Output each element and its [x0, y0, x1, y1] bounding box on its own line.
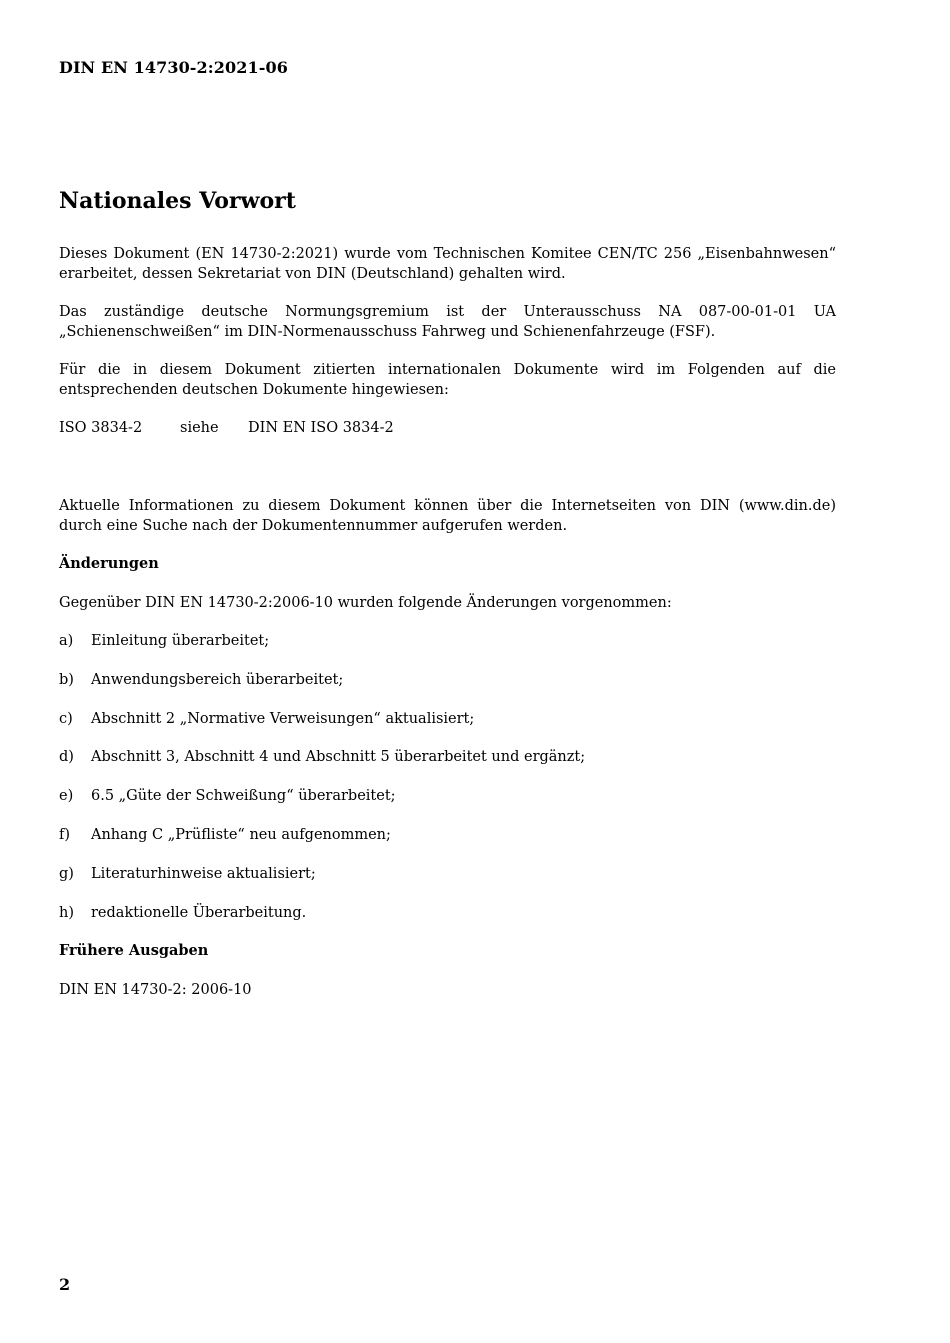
list-item-marker: a): [59, 633, 74, 649]
reference-row: [59, 418, 836, 438]
foreword-content: [59, 186, 836, 1018]
page-title: Nationales Vorwort: [59, 188, 296, 214]
list-item-marker: b): [59, 671, 74, 688]
previous-editions-heading: Frühere Ausgaben: [59, 941, 209, 959]
paragraph-standards-body: Das zuständige deutsche Normungsgremium ist der Unterausschuss NA 087-00-01-01 UA „Schienenschweißen“ im DIN-Normenausschuss Fahrweg und Schienenfahrzeuge (FSF).: [59, 304, 836, 340]
list-item: [59, 786, 836, 806]
changes-heading: Änderungen: [59, 555, 159, 572]
list-item: [59, 631, 836, 651]
list-item-text: 6.5 „Güte der Schweißung“ überarbeitet;: [91, 788, 396, 805]
list-item-text: Abschnitt 2 „Normative Verweisungen“ aktualisiert;: [91, 710, 475, 727]
page-number: 2: [59, 1275, 71, 1294]
list-item: [59, 709, 836, 729]
document-id-header: DIN EN 14730-2:2021-06: [59, 58, 288, 77]
list-item-marker: f): [59, 826, 71, 843]
list-item: [59, 864, 836, 884]
reference-international: ISO 3834-2: [59, 420, 143, 436]
paragraph-references-intro: Für die in diesem Dokument zitierten internationalen Dokumente wird im Folgenden auf die entsprechenden deutschen Dokumente hingewiesen:: [59, 362, 836, 398]
changes-intro: Gegenüber DIN EN 14730-2:2006-10 wurden folgende Änderungen vorgenommen:: [59, 595, 672, 611]
list-item-text: Einleitung überarbeitet;: [91, 633, 270, 649]
reference-relation: siehe: [180, 420, 219, 436]
list-item-text: Anhang C „Prüfliste“ neu aufgenommen;: [91, 826, 391, 843]
list-item: [59, 747, 836, 767]
previous-editions-text: DIN EN 14730-2: 2006-10: [59, 981, 252, 998]
list-item-text: Literaturhinweise aktualisiert;: [91, 865, 316, 882]
list-item: [59, 825, 836, 845]
changes-list: [59, 631, 836, 923]
list-item-marker: h): [59, 904, 74, 921]
list-item-text: redaktionelle Überarbeitung.: [91, 904, 307, 921]
list-item-marker: d): [59, 749, 74, 766]
list-item: [59, 903, 836, 923]
list-item-text: Anwendungsbereich überarbeitet;: [91, 671, 344, 688]
reference-national: DIN EN ISO 3834-2: [248, 420, 394, 436]
list-item-marker: g): [59, 865, 74, 882]
list-item-marker: c): [59, 710, 73, 727]
list-item: [59, 670, 836, 690]
paragraph-committee: Dieses Dokument (EN 14730-2:2021) wurde vom Technischen Komitee CEN/TC 256 „Eisenbahnwesen“ erarbeitet, dessen Sekretariat von DIN (Deutschland) gehalten wird.: [59, 246, 836, 282]
paragraph-info: Aktuelle Informationen zu diesem Dokument können über die Internetseiten von DIN (www.din.de) durch eine Suche nach der Dokumentennummer aufgerufen werden.: [59, 498, 836, 534]
list-item-marker: e): [59, 788, 74, 805]
list-item-text: Abschnitt 3, Abschnitt 4 und Abschnitt 5 überarbeitet und ergänzt;: [91, 749, 586, 766]
